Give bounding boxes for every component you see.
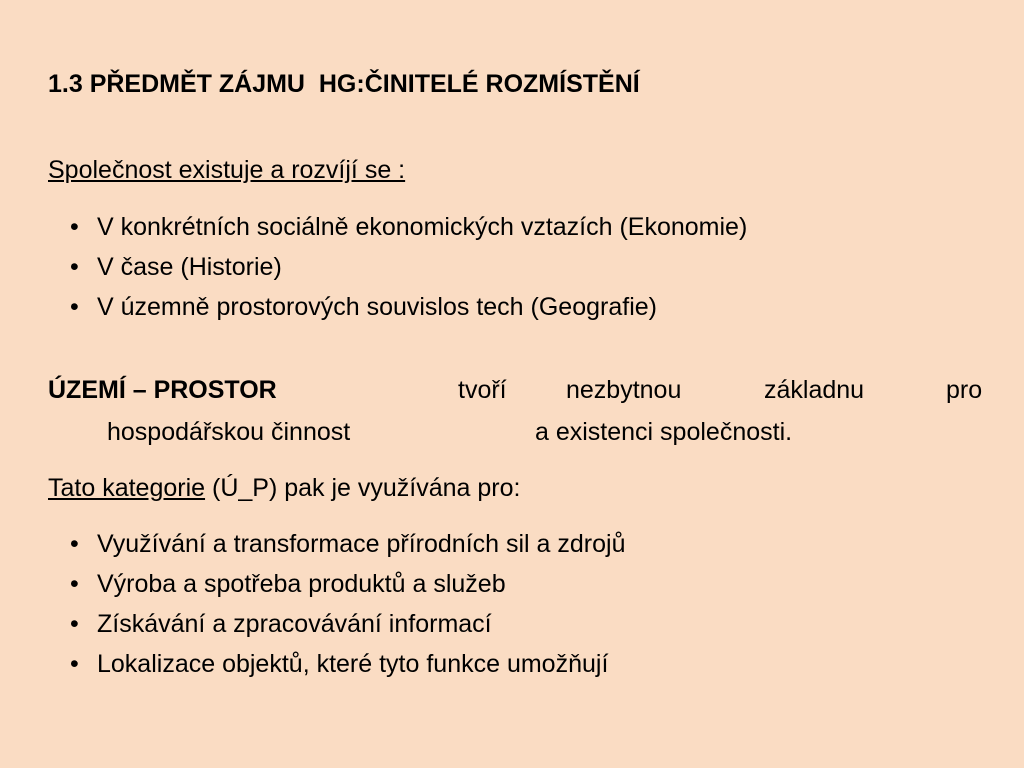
section2-line2-part2: a existenci společnosti. — [535, 418, 793, 446]
bullet-text: V územně prostorových souvislos tech (Geografie) — [97, 293, 657, 321]
bullet-text: Získávání a zpracovávání informací — [97, 610, 492, 638]
section1-heading: Společnost existuje a rozvíjí se : — [48, 156, 406, 184]
slide-title: 1.3 PŘEDMĚT ZÁJMU HG:ČINITELÉ ROZMÍSTĚNÍ — [48, 70, 640, 98]
section2-word: nezbytnou — [566, 376, 682, 404]
bullet-icon: • — [70, 650, 79, 678]
bullet-text: Využívání a transformace přírodních sil a zdrojů — [97, 530, 626, 558]
section2-word: základnu — [764, 376, 865, 404]
bullet-icon: • — [70, 213, 79, 241]
bullet-text: Lokalizace objektů, které tyto funkce umožňují — [97, 650, 609, 678]
bullet-text: V konkrétních sociálně ekonomických vztazích (Ekonomie) — [97, 213, 748, 241]
bullet-icon: • — [70, 530, 79, 558]
bullet-icon: • — [70, 293, 79, 321]
section2-word: pro — [946, 376, 983, 404]
section3-heading — [48, 474, 520, 503]
section3-heading-rest: (Ú_P) pak je využívána pro: — [205, 474, 521, 502]
bullet-icon: • — [70, 253, 79, 281]
section2-line1 — [48, 370, 994, 410]
section2-line2-part1: hospodářskou činnost — [107, 418, 351, 446]
bullet-text: V čase (Historie) — [97, 253, 282, 281]
section2-word: tvoří — [458, 376, 507, 404]
bullet-icon: • — [70, 570, 79, 598]
bullet-icon: • — [70, 610, 79, 638]
bullet-text: Výroba a spotřeba produktů a služeb — [97, 570, 506, 598]
section3-heading-underlined: Tato kategorie — [48, 474, 206, 502]
section2-term: ÚZEMÍ – PROSTOR — [48, 376, 277, 404]
